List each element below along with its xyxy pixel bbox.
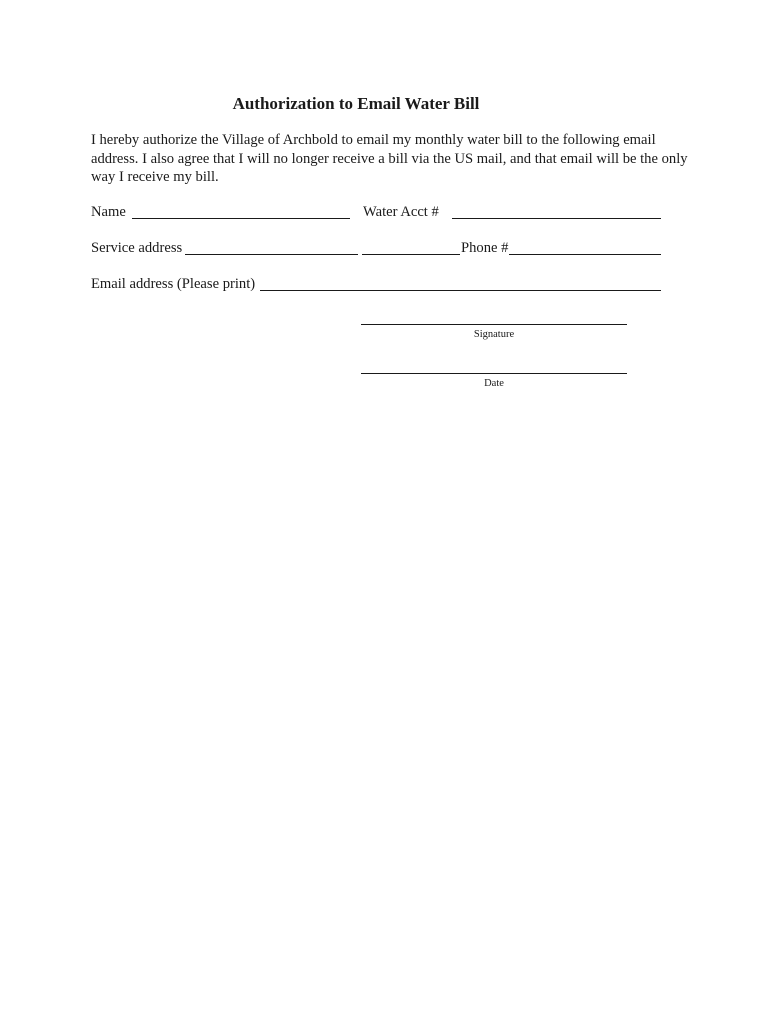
authorization-statement: I hereby authorize the Village of Archbold to email my monthly water bill to the following email address. I also agree that I will no longer receive a bill via the US mail, and that email will be the only way I receive my bill.	[91, 132, 688, 185]
water-acct-label: Water Acct #	[363, 204, 439, 220]
email-field[interactable]	[260, 290, 661, 291]
email-label: Email address (Please print)	[91, 276, 256, 292]
address-phone-row	[91, 239, 671, 259]
service-address-label: Service address	[91, 240, 183, 256]
service-address-field[interactable]	[185, 254, 358, 255]
name-acct-row	[91, 203, 671, 223]
phone-label: Phone #	[461, 240, 509, 256]
signature-field[interactable]	[361, 324, 627, 325]
date-block	[361, 373, 627, 391]
email-row	[91, 275, 671, 295]
form-title: Authorization to Email Water Bill	[232, 94, 480, 113]
service-address-field-continued[interactable]	[362, 254, 460, 255]
date-field[interactable]	[361, 373, 627, 374]
signature-label: Signature	[473, 329, 515, 340]
name-field[interactable]	[132, 218, 350, 219]
phone-field[interactable]	[509, 254, 661, 255]
name-label: Name	[91, 204, 126, 220]
water-acct-field[interactable]	[452, 218, 661, 219]
date-label: Date	[484, 378, 504, 389]
signature-block	[361, 324, 627, 342]
